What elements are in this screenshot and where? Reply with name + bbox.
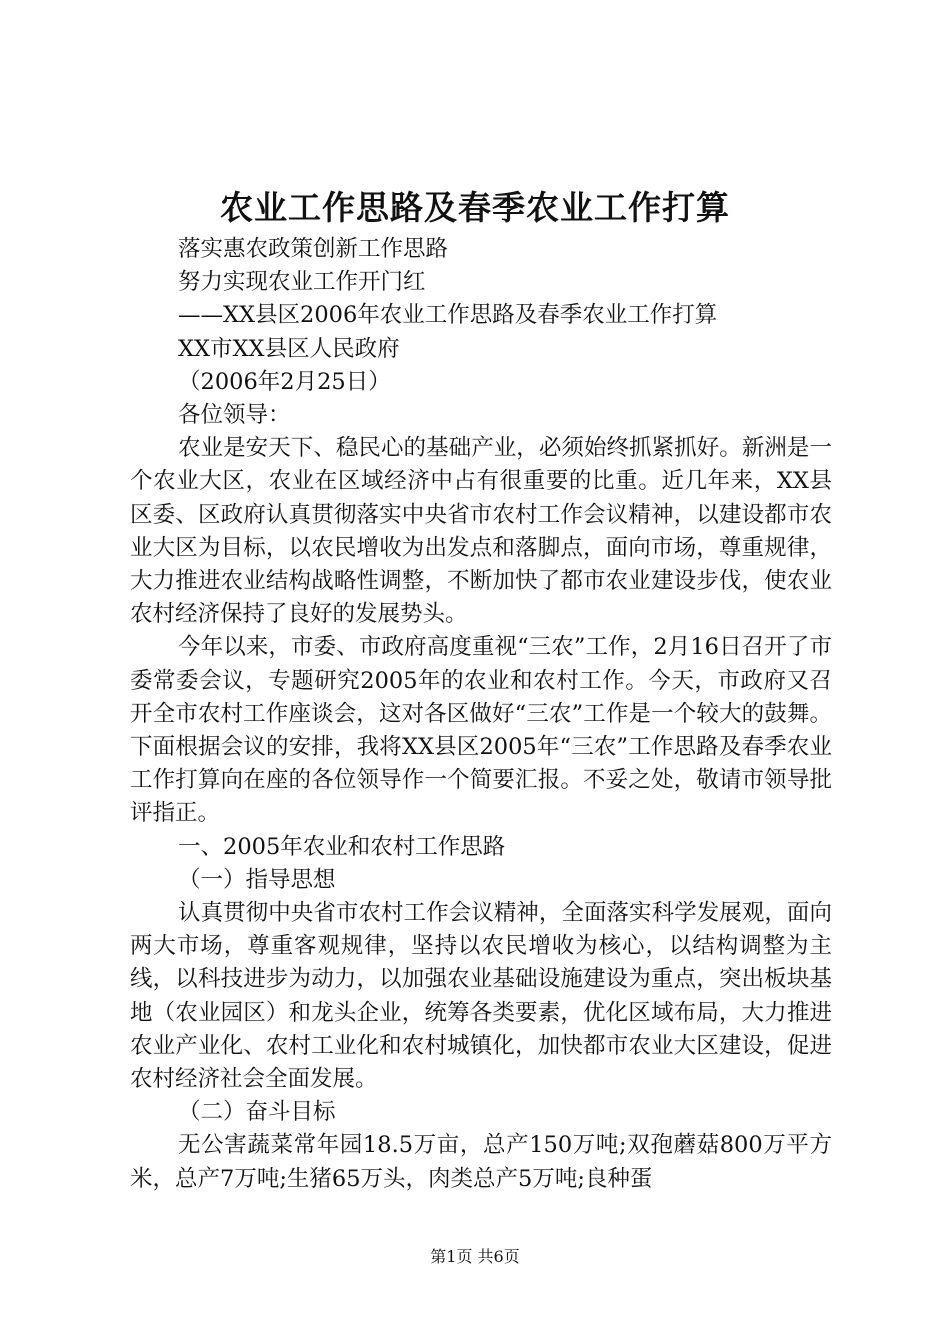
section-heading-1: 一、2005年农业和农村工作思路 [178, 833, 506, 860]
page-number-footer: 第1页 共6页 [430, 1247, 520, 1266]
subsection-heading-2: （二）奋斗目标 [178, 1099, 336, 1126]
paragraph-3: 认真贯彻中央省市农村工作会议精神，全面落实科学发展观，面向两大市场，尊重客观规律，坚持以农民增收为核心，以结构调整为主线，以科技进步为动力，以加强农业基础设施建设为重点，突出板块基地（农业园区）和龙头企业，统筹各类要素，优化区域布局，大力推进农业产业化、农村工业化和农村城镇化，加快都市农业大区建设，促进农村经济社会全面发展。 [130, 900, 832, 1093]
header-line-3: ——XX县区2006年农业工作思路及春季农业工作打算 [178, 302, 718, 329]
header-line-5: （2006年2月25日） [178, 368, 391, 395]
document-title: 农业工作思路及春季农业工作打算 [220, 188, 730, 227]
header-line-2: 努力实现农业工作开门红 [178, 269, 426, 296]
subsection-heading-1: （一）指导思想 [178, 866, 336, 893]
paragraph-4: 无公害蔬菜常年园18.5万亩，总产150万吨;双孢蘑菇800万平方米，总产7万吨;生猪65万头，肉类总产5万吨;良种蛋 [130, 1132, 832, 1192]
paragraph-1: 农业是安天下、稳民心的基础产业，必须始终抓紧抓好。新洲是一个农业大区，农业在区域经济中占有很重要的比重。近几年来，XX县区委、区政府认真贯彻落实中央省市农村工作会议精神，以建设都市农业大区为目标，以农民增收为出发点和落脚点，面向市场，尊重规律，大力推进农业结构战略性调整，不断加快了都市农业建设步伐，使农业农村经济保持了良好的发展势头。 [130, 435, 832, 628]
header-line-4: XX市XX县区人民政府 [178, 335, 400, 362]
salutation: 各位领导： [178, 402, 291, 429]
header-line-1: 落实惠农政策创新工作思路 [178, 236, 449, 262]
paragraph-2: 今年以来，市委、市政府高度重视“三农”工作，2月16日召开了市委常委会议，专题研究2005年的农业和农村工作。今天，市政府又召开全市农村工作座谈会，这对各区做好“三农”工作是一个较大的鼓舞。下面根据会议的安排，我将XX县区2005年“三农”工作思路及春季农业工作打算向在座的各位领导作一个简要汇报。不妥之处，敬请市领导批评指正。 [130, 634, 832, 827]
document-body [130, 233, 832, 1196]
